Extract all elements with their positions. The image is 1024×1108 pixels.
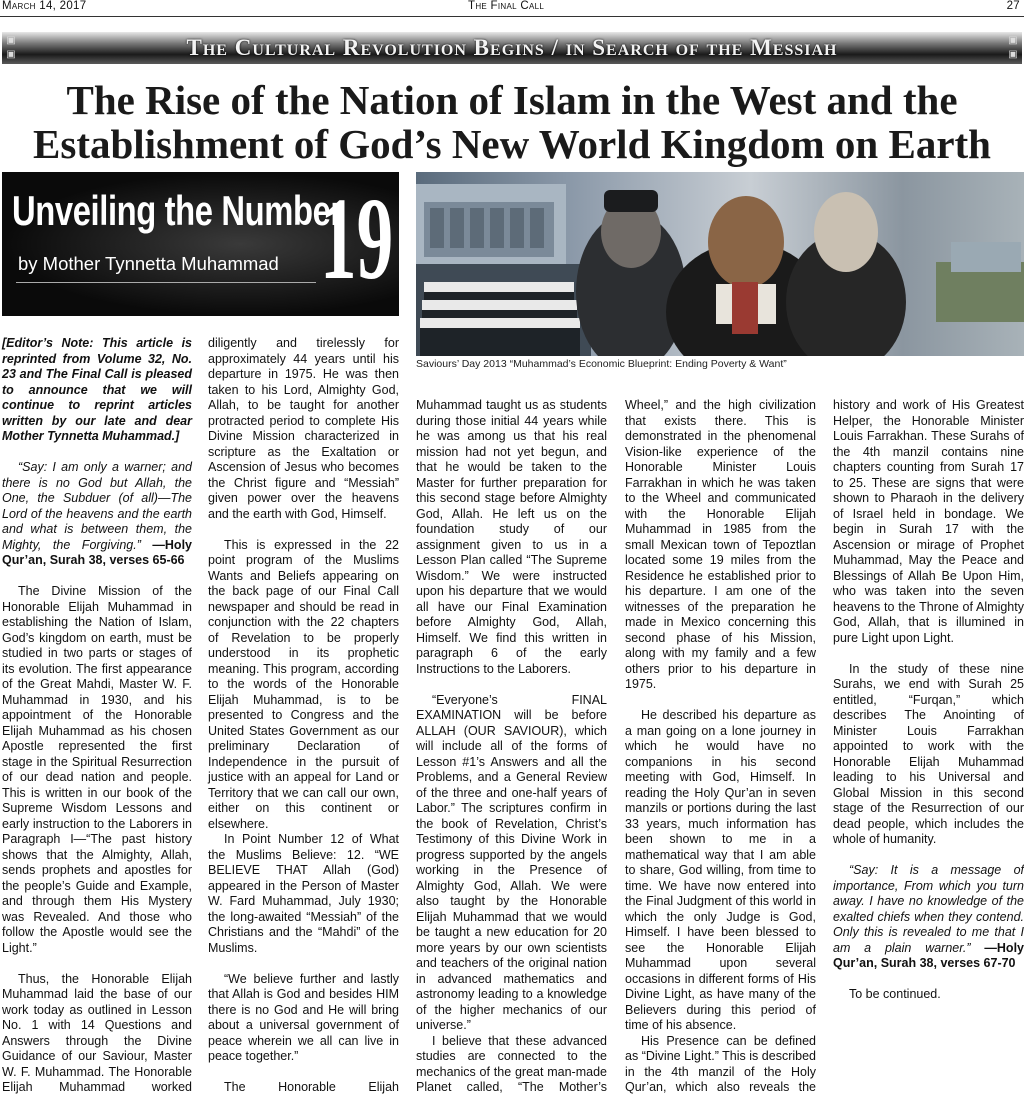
banner-ornament-icon: ▣ ▣ — [6, 35, 16, 60]
opening-quote — [2, 460, 192, 569]
article-column-3 — [416, 398, 607, 1096]
article-paragraph: “We believe further and lastly that Allah is God and besides HIM there is no God and He will bring about a universal government of peace wherein we all can live in peace together.” — [208, 971, 399, 1063]
article-column-1 — [2, 336, 192, 1096]
article-column-2 — [208, 336, 399, 1096]
column-logo-divider — [16, 282, 316, 283]
article-paragraph-continued: diligently and tirelessly for approximately 44 years until his departure in 1975. He was then taken to his Lord, Almighty God, Allah, to be taught for another protracted period to complete His Divine Mission characterized in scripture as the Exaltation or Ascension of Jesus who becomes the Christ figure and “Messiah” given power over the heavens and the earth with God, Himself. — [208, 336, 399, 521]
column-logo-title: Unveiling the Number — [12, 187, 343, 234]
headline-line-2: Establishment of God’s New World Kingdom on Earth — [33, 121, 991, 167]
article-paragraph: The Honorable Elijah — [224, 1080, 399, 1094]
article-paragraph-continued — [2, 972, 192, 1096]
article-paragraph: The Divine Mission of the Honorable Elijah Muhammad in establishing the Nation of Islam, God’s kingdom on earth, must be studied in two parts or stages of its evolution. The first appearance of the Great Mahdi, Master W. F. Muhammad in 1930, and his appointment of the Honorable Elijah Muhammad as his chosen Apostle represented the first stage in the Spiritual Resurrection of our dead nation and people. This is written in our book of the Supreme Wisdom Lessons and early instruction to the Laborers in Paragraph I—“The past history shows that the Almighty, Allah, sends prophets and apostles for the people’s Guide and Example, and through them His Mystery was Revealed. And those who follow the Apostle would see the Light.” — [2, 584, 192, 955]
photo-collage-image — [416, 172, 1024, 356]
to-be-continued: To be continued. — [849, 987, 941, 1001]
article-paragraph: He described his departure as a man going on a lone journey in which he would have no companions in his second meeting with God, Himself. In reading the Holy Qur’an in seven manzils or portions during the last 33 years, much information has been shown to me in a mathematical way that I am able to share, God willing, from time to time. We have now entered into the Final Judgment of this world in which the only Judge is God, Himself. I have been blessed to see the Honorable Elijah Muhammad upon several occasions in different forms of His Divine Light, as have many of the Believers during this period of time of his absence. — [625, 708, 816, 1032]
article-paragraph: Muhammad taught us as students during those initial 44 years while he was among us that his real mission had not yet begun, and that he would be taken to the Master for further preparation for this second stage before Almighty God, Allah. He left us on the foundation study of our assignment given to us in a Lesson Plan called “The Supreme Wisdom.” We were instructed upon his departure that we would all have our Final Examination before Almighty God, Allah, Himself. We find this written in paragraph 6 of the early Instructions to the Laborers. — [416, 398, 607, 676]
article-paragraph: This is expressed in the 22 point program of the Muslims Wants and Beliefs appearing on the back page of our Final Call newspaper and should be read in conjunction with the 22 chapters of Revelation to be properly understood in its prophetic meaning. This program, according to the words of the Honorable Elijah Muhammad, is to be presented to Congress and the United States Government as our preliminary Declaration of Independence in the pursuit of justice with an appeal for Land or Territory that we can call our own, either on this continent or elsewhere. — [208, 537, 399, 831]
article-column-4 — [625, 398, 816, 1096]
banner-ornament-icon: ▣ ▣ — [1008, 35, 1018, 60]
publication-name: The Final Call — [468, 0, 545, 12]
article-column-5 — [833, 398, 1024, 1003]
column-logo-number: 19 — [320, 173, 394, 304]
article-paragraph: history and work of His Greatest Helper, the Honorable Minister Louis Farrakhan. These Surahs of the 4th manzil contains nine chapters counting from Surah 17 to 25. These are signs that were shown to Pharaoh in the delivery of Israel held in bondage. We begin in Surah 17 with the Ascension or mirage of Prophet Muhammad, May the Peace and Blessings of Allah Be Upon Him, who was taken into the seven heavens to the Throne of Almighty God, Allah, that is illumined in pure Light upon Light. — [833, 398, 1024, 645]
article-paragraph: I believe that these advanced studies are connected to the mechanics of the great man-made Planet called, “The Mother’s — [416, 1033, 607, 1094]
closing-quote-text: “Say: It is a message of importance, From which you turn away. I have no knowledge of the exalted chiefs when they contend. Only this is revealed to me that I am a plain warner.” — [833, 863, 1024, 955]
page-header — [0, 0, 1024, 17]
article-paragraph: Wheel,” and the high civilization that exists there. This is demonstrated in the phenomenal Vision-like experience of the Honorable Minister Louis Farrakhan in which he was taken to the Wheel and communicated with the Honorable Elijah Muhammad in 1985 from the small Mexican town of Tepoztlan located some 19 miles from the Residence he established prior to his departure. I am one of the witnesses of the preparation he made in Mexico concerning this second phase of his Mission, along with my family and a few others prior to his departure in 1975. — [625, 398, 816, 691]
section-banner — [2, 32, 1022, 64]
banner-title: The Cultural Revolution Begins / in Search of the Messiah — [186, 35, 838, 60]
closing-quote-citation: —Holy Qur’an, Surah 38, verses 67-70 — [833, 940, 1024, 970]
article-paragraph: His Presence can be defined as “Divine Light.” This is described in the 4th manzil of the Holy Qur’an, which also reveals the — [625, 1033, 816, 1094]
paragraph-text: Thus, the Honorable Elijah Muhammad laid the base of our work today as outlined in Lesson No. 1 with 14 Questions and Answers through the Divine Guidance of our Saviour, Master W. F. Muhammad. The Honorable Elijah Muhammad worked — [2, 971, 192, 1094]
article-paragraph: In the study of these nine Surahs, we end with Surah 25 entitled, “Furqan,” which describes The Anointing of Minister Louis Farrakhan appointed to work with the Honorable Elijah Muhammad leading to his Universal and Global Mission in this second stage of the Resurrection of our dead people, which includes the whole of humanity. — [833, 661, 1024, 846]
column-logo-author: by Mother Tynnetta Muhammad — [18, 253, 279, 274]
article-headline — [0, 78, 1024, 166]
closing-quote — [833, 863, 1024, 972]
editors-note: [Editor’s Note: This article is reprinted from Volume 32, No. 23 and The Final Call is pleased to announce that we will continue to reprint articles written by our late and dear Mother Tynnetta Muhammad.] — [2, 336, 192, 443]
column-logo — [2, 172, 399, 316]
headline-line-1: The Rise of the Nation of Islam in the West and the — [66, 77, 958, 123]
feature-photo — [416, 172, 1024, 356]
opening-quote-citation: —Holy Qur’an, Surah 38, verses 65-66 — [2, 537, 192, 567]
article-paragraph: “Everyone’s FINAL EXAMINATION will be before ALLAH (OUR SAVIOUR), which will include all of the forms of Lesson #1’s Answers and all the Problems, and a General Review of the three and one-half years of Labor.” The scriptures confirm in the book of Revelation, Christ’s Testimony of this Divine Work in progress supported by the angels working in the Presence of Almighty God, Allah. We were also taught by the Honorable Elijah Muhammad that we would be taught a new education for 20 more years by our own scientists and teachers of the original nation in advanced mathematics and astronomy leading to a knowledge of the higher mechanics of our universe.” — [416, 692, 607, 1032]
opening-quote-text: “Say: I am only a warner; and there is no God but Allah, the One, the Subduer (of all)—The Lord of the heavens and the earth and what is between them, the Mighty, the Forgiving.” — [2, 460, 192, 552]
photo-caption: Saviours’ Day 2013 “Muhammad’s Economic Blueprint: Ending Poverty & Want” — [416, 358, 787, 370]
page-number: 27 — [1006, 0, 1020, 12]
issue-date: March 14, 2017 — [2, 0, 87, 12]
article-paragraph: In Point Number 12 of What the Muslims Believe: 12. “WE BELIEVE THAT Allah (God) appeared in the Person of Master W. Fard Muhammad, July 1930; the long-awaited “Messiah” of the Christians and the “Mahdi” of the Muslims. — [208, 832, 399, 955]
